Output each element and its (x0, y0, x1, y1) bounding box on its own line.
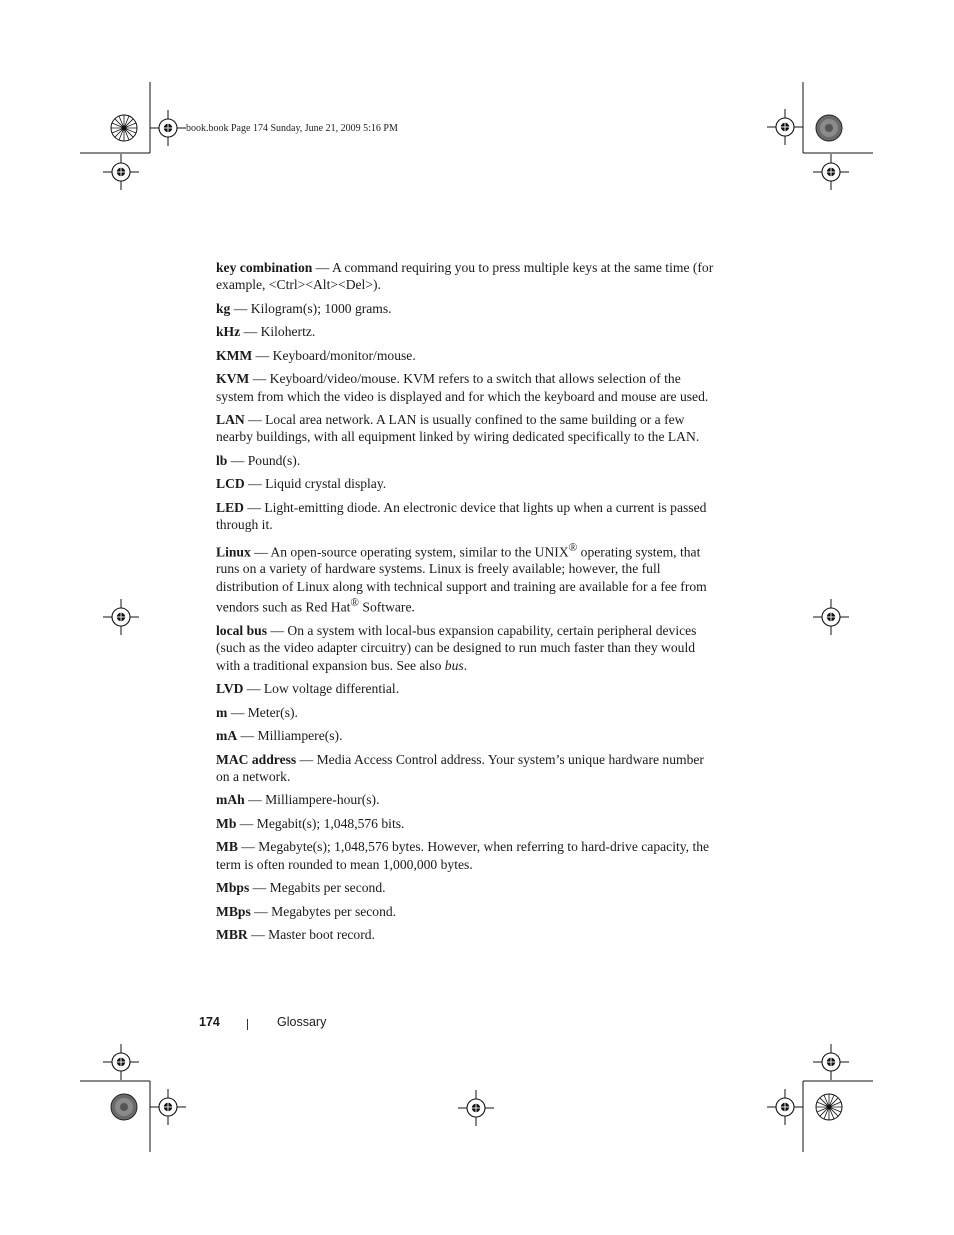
glossary-term: Linux (216, 544, 251, 560)
glossary-term: key combination (216, 260, 313, 275)
glossary-term: m (216, 704, 228, 720)
glossary-definition: operating system, that runs on a variety of hardware systems. Linux is freely available; however, the full distribution of Linux along with technical support and training are available for a fee from vendors such as Red Hat (216, 544, 707, 615)
glossary-definition: — Master boot record. (247, 927, 375, 943)
glossary-definition: — A command requiring you to press multiple keys at the same time (for example, <Ctrl><Alt><Del>). (216, 260, 714, 293)
registration-mark-icon (813, 1044, 849, 1080)
glossary-definition: — Media Access Control address. Your system’s unique hardware number on a network. (216, 751, 704, 784)
glossary-term: MBR (216, 927, 248, 943)
registration-mark-icon (103, 1044, 139, 1080)
glossary-entry (216, 370, 716, 405)
glossary-definition: — Megabytes per second. (250, 903, 397, 919)
registration-mark-icon (767, 109, 803, 145)
glossary-definition: — Milliampere-hour(s). (244, 792, 380, 808)
glossary-entry (216, 540, 716, 616)
registered-mark: ® (568, 541, 578, 554)
gray-circle-icon (111, 1094, 137, 1120)
glossary-entry (216, 259, 716, 294)
starburst-icon (111, 115, 137, 141)
print-slug: book.book Page 174 Sunday, June 21, 2009 5:16 PM (186, 123, 398, 134)
glossary-definition: — Keyboard/monitor/mouse. (252, 347, 416, 363)
glossary-entry (216, 926, 716, 943)
registered-mark: ® (350, 596, 360, 609)
glossary-entry (216, 704, 716, 721)
glossary-term: MAC address (216, 751, 297, 767)
glossary-list (216, 259, 716, 950)
glossary-entry (216, 475, 716, 492)
registration-mark-icon (458, 1090, 494, 1126)
glossary-term: LVD (216, 681, 244, 697)
glossary-entry (216, 903, 716, 920)
registration-mark-icon (813, 154, 849, 190)
glossary-definition: — Meter(s). (227, 704, 298, 720)
registration-mark-icon (813, 599, 849, 635)
glossary-definition: — Kilohertz. (240, 324, 316, 340)
gray-circle-icon (816, 115, 842, 141)
glossary-entry (216, 751, 716, 786)
glossary-definition: — On a system with local-bus expansion capability, certain peripheral devices (such as the video adapter circuitry) can be designed to run much faster than they would with a traditional expansion bus. See also (216, 622, 697, 673)
glossary-entry (216, 452, 716, 469)
glossary-definition: — An open-source operating system, similar to the UNIX (250, 544, 569, 560)
glossary-term: LAN (216, 412, 245, 428)
glossary-definition: . (463, 657, 468, 673)
glossary-entry (216, 323, 716, 340)
page-footer (0, 1015, 954, 1035)
glossary-definition: — Megabits per second. (249, 880, 386, 896)
glossary-entry (216, 300, 716, 317)
glossary-term: lb (216, 452, 228, 468)
glossary-term: KMM (216, 347, 253, 363)
registration-mark-icon (103, 599, 139, 635)
glossary-entry (216, 727, 716, 744)
registration-mark-icon (767, 1089, 803, 1125)
registration-mark-icon (150, 110, 186, 146)
glossary-entry (216, 680, 716, 697)
registration-mark-icon (103, 154, 139, 190)
glossary-term: LCD (216, 476, 245, 492)
glossary-entry (216, 815, 716, 832)
glossary-term: local bus (216, 622, 267, 638)
starburst-icon (816, 1094, 842, 1120)
glossary-term: KVM (216, 371, 250, 387)
glossary-entry (216, 622, 716, 674)
glossary-definition: — Keyboard/video/mouse. KVM refers to a switch that allows selection of the system from which the video is displayed and for which the keyboard and mouse are used. (216, 371, 709, 404)
glossary-definition: — Megabyte(s); 1,048,576 bytes. However, when referring to hard-drive capacity, the term is often rounded to mean 1,000,000 bytes. (216, 839, 710, 872)
glossary-term: mAh (216, 792, 245, 808)
glossary-definition: — Megabit(s); 1,048,576 bits. (236, 815, 405, 831)
glossary-term: MB (216, 839, 238, 855)
glossary-definition: — Light-emitting diode. An electronic device that lights up when a current is passed through it. (216, 499, 707, 533)
glossary-entry (216, 411, 716, 446)
glossary-entry (216, 347, 716, 364)
glossary-entry (216, 791, 716, 808)
glossary-definition: — Liquid crystal display. (244, 476, 387, 492)
glossary-definition: — Kilogram(s); 1000 grams. (230, 300, 392, 316)
glossary-entry (216, 499, 716, 534)
glossary-entry (216, 838, 716, 873)
footer-divider (247, 1019, 248, 1030)
glossary-term: kHz (216, 324, 241, 340)
glossary-definition: — Pound(s). (227, 452, 301, 468)
glossary-term: Mbps (216, 880, 250, 896)
glossary-term: MBps (216, 903, 251, 919)
glossary-definition: — Local area network. A LAN is usually confined to the same building or a few nearby buildings, with all equipment linked by wiring dedicated specifically to the LAN. (216, 412, 700, 445)
glossary-term: Mb (216, 815, 237, 831)
glossary-entry (216, 879, 716, 896)
registration-mark-icon (150, 1089, 186, 1125)
page-number: 174 (199, 1015, 220, 1029)
glossary-definition: — Milliampere(s). (237, 728, 343, 744)
glossary-term: LED (216, 499, 244, 515)
glossary-definition: — Low voltage differential. (243, 681, 400, 697)
cross-reference: bus (444, 657, 464, 673)
section-name: Glossary (277, 1015, 327, 1029)
glossary-definition: Software. (359, 599, 415, 615)
glossary-term: mA (216, 728, 238, 744)
glossary-term: kg (216, 300, 231, 316)
